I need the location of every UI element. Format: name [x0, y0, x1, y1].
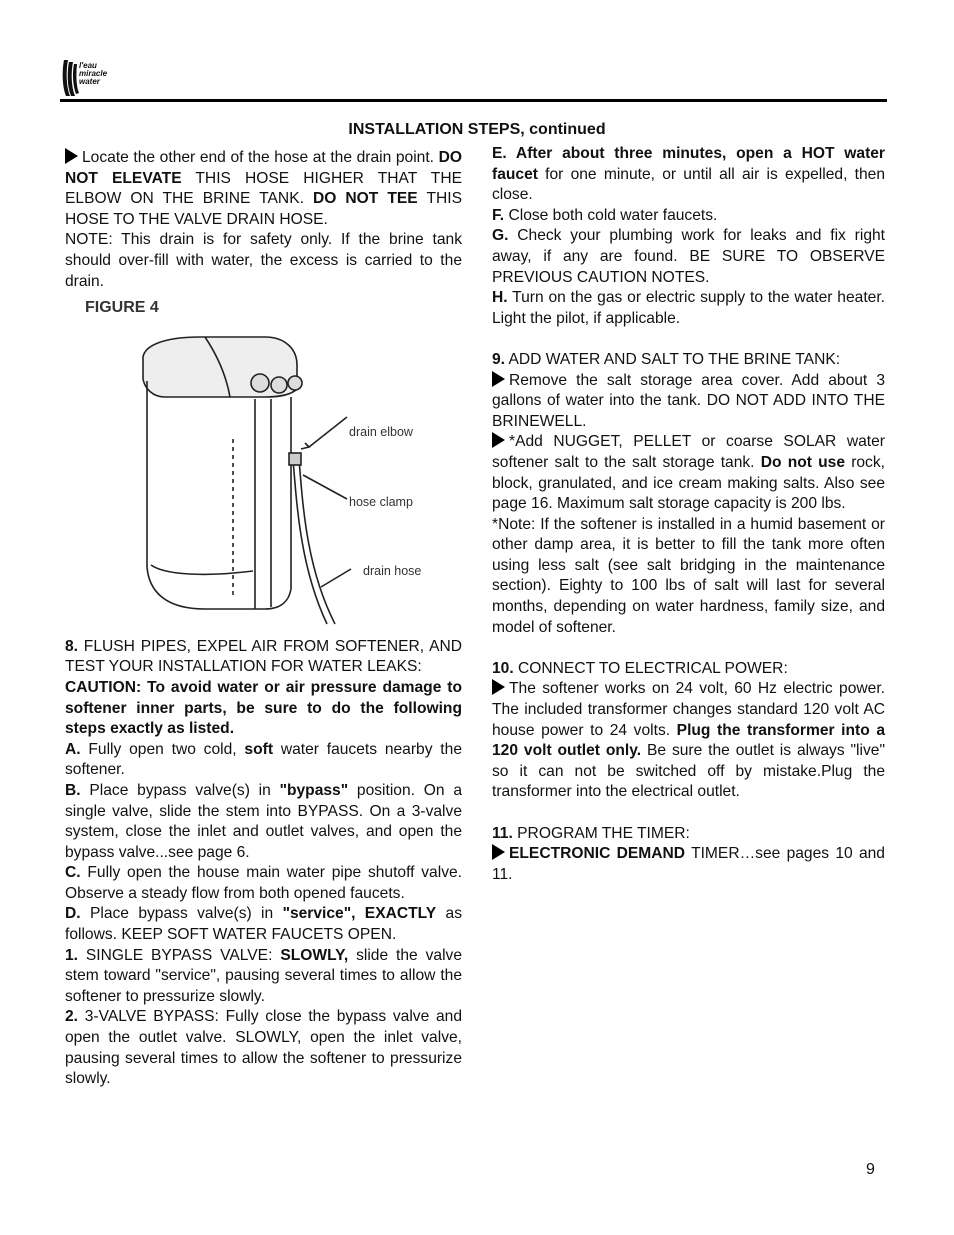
step-8-heading: 8. FLUSH PIPES, EXPEL AIR FROM SOFTENER, AND TEST YOUR INSTALLATION FOR WATER LEAKS: — [65, 637, 462, 676]
step-b: B. Place bypass valve(s) in "bypass" position. On a single valve, slide the stem into BYPASS. On a 3-valve system, close the inlet and outlet valves, and open the bypass valve...see page 6. — [65, 781, 462, 861]
callout-hose-clamp: hose clamp — [349, 494, 413, 509]
step-9-note: *Note: If the softener is installed in a humid basement or other damp area, it is better to fill the tank more often using less salt (see salt bridging in the maintenance section). Eighty to 100 lbs of salt will last for several months, depending on water hardness, family size, and model of softener. — [492, 515, 885, 636]
left-column — [65, 148, 462, 1090]
step-e: E. After about three minutes, open a HOT water faucet for one minute, or until all air is expelled, then close. — [492, 145, 885, 204]
page-number: 9 — [866, 1161, 875, 1178]
softener-illustration — [65, 319, 462, 629]
figure-label: FIGURE 4 — [85, 299, 159, 317]
header-rule — [60, 99, 887, 102]
step-c: C. Fully open the house main water pipe shutoff valve. Observe a steady flow from both opened faucets. — [65, 864, 462, 902]
step-f: F. Close both cold water faucets. — [492, 206, 718, 224]
step-1: 1. SINGLE BYPASS VALVE: SLOWLY, slide the valve stem toward "service", pausing several times to allow the softener to pressurize slowly. — [65, 946, 462, 1005]
caution-text: CAUTION: To avoid water or air pressure damage to softener inner parts, be sure to do the following steps exactly as listed. — [65, 678, 462, 738]
bullet-arrow-icon — [492, 432, 505, 448]
step-drain-hose: Locate the other end of the hose at the drain point. DO NOT ELEVATE THIS HOSE HIGHER THAT THE ELBOW ON THE BRINE TANK. DO NOT TEE THIS HOSE TO THE VALVE DRAIN HOSE. — [65, 149, 463, 228]
section-title: INSTALLATION STEPS, continued — [348, 121, 606, 138]
logo-wordmark: l'eau miracle water — [79, 61, 108, 86]
step-9-heading: 9. ADD WATER AND SALT TO THE BRINE TANK: — [492, 350, 841, 368]
step-2: 2. 3-VALVE BYPASS: Fully close the bypass valve and open the outlet valve. SLOWLY, open the inlet valve, pausing several times to allow the softener to pressurize slowly. — [65, 1008, 462, 1088]
step-g: G. Check your plumbing work for leaks and fix right away, if any are found. BE SURE TO OBSERVE PREVIOUS CAUTION NOTES. — [492, 227, 885, 286]
step-9-water: Remove the salt storage area cover. Add about 3 gallons of water into the tank. DO NOT ADD INTO THE BRINEWELL. — [492, 371, 885, 430]
step-d: D. Place bypass valve(s) in "service", EXACTLY as follows. KEEP SOFT WATER FAUCETS OPEN. — [65, 905, 462, 944]
step-10-heading: 10. CONNECT TO ELECTRICAL POWER: — [492, 659, 788, 677]
bullet-arrow-icon — [492, 844, 505, 860]
drain-note: NOTE: This drain is for safety only. If the brine tank should over-fill with water, the excess is carried to the drain. — [65, 231, 462, 290]
right-column — [492, 144, 885, 885]
step-10-power: The softener works on 24 volt, 60 Hz electric power. The included transformer changes standard 120 volt AC house power to 24 volts. Plug the transformer into a 120 volt outlet only. Be sure the outlet is always "live" so it can not be switched off by mistake.Plug the transformer into the electrical outlet. — [492, 680, 885, 801]
bullet-arrow-icon — [492, 679, 505, 695]
step-h: H. Turn on the gas or electric supply to the water heater. Light the pilot, if applicable. — [492, 289, 885, 327]
bullet-arrow-icon — [65, 148, 78, 164]
callout-drain-hose: drain hose — [363, 563, 422, 578]
step-11-heading: 11. PROGRAM THE TIMER: — [492, 824, 690, 842]
step-11-timer: ELECTRONIC DEMAND TIMER…see pages 10 and 11. — [492, 845, 885, 883]
figure-4 — [65, 319, 462, 637]
step-9-salt: *Add NUGGET, PELLET or coarse SOLAR water softener salt to the salt storage tank. Do not use rock, block, granulated, and ice cream making salts. Also see page 16. Maximum salt storage capacity is 200 lbs. — [492, 433, 885, 513]
callout-drain-elbow: drain elbow — [349, 424, 413, 439]
step-a: A. Fully open two cold, soft water faucets nearby the softener. — [65, 740, 462, 779]
bullet-arrow-icon — [492, 371, 505, 387]
